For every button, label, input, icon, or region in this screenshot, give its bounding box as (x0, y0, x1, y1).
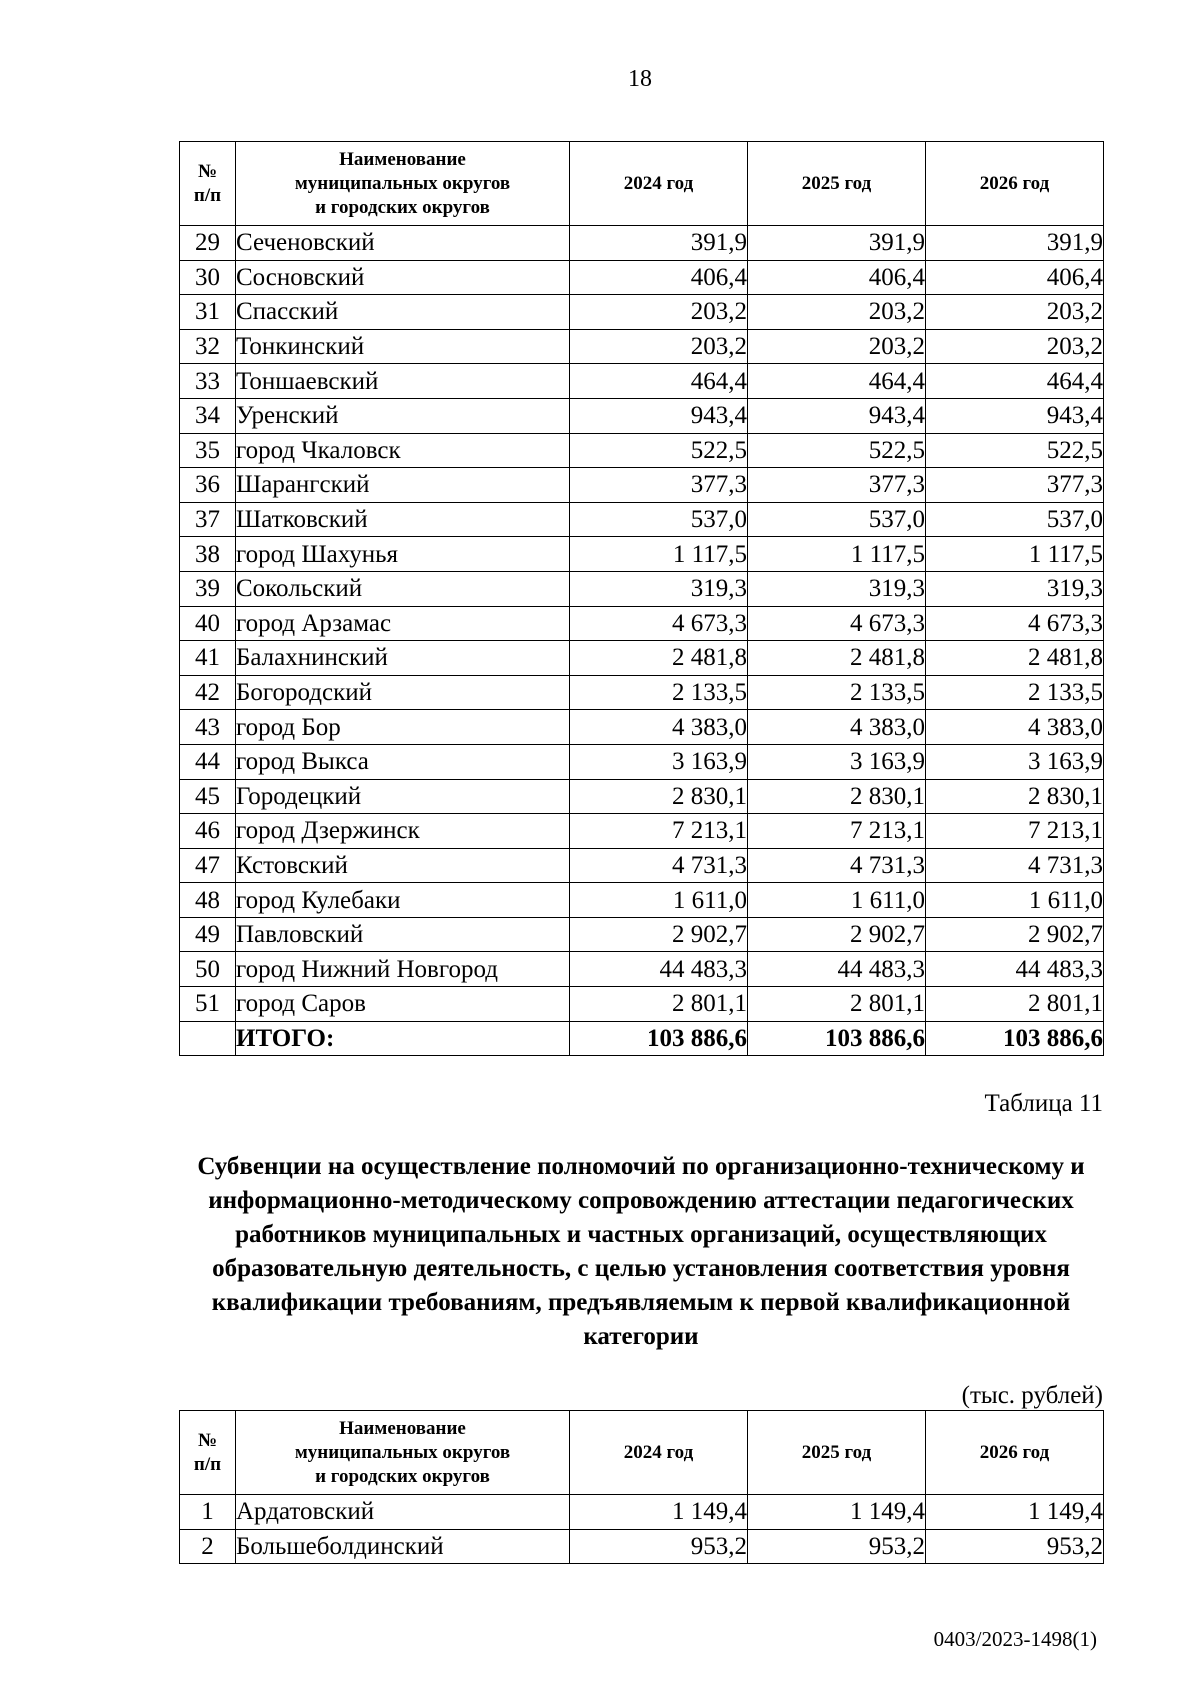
total-2024: 103 886,6 (570, 1021, 748, 1056)
value-2024: 4 383,0 (570, 710, 748, 745)
value-2025: 943,4 (748, 398, 926, 433)
value-2026: 537,0 (926, 502, 1104, 537)
municipality-name: Спасский (236, 295, 570, 330)
table-row (180, 814, 1104, 849)
table-row (180, 917, 1104, 952)
value-2024: 1 149,4 (570, 1495, 748, 1530)
value-2024: 2 830,1 (570, 779, 748, 814)
value-2026: 2 830,1 (926, 779, 1104, 814)
value-2024: 391,9 (570, 226, 748, 261)
value-2024: 203,2 (570, 295, 748, 330)
municipality-name: город Шахунья (236, 537, 570, 572)
value-2025: 391,9 (748, 226, 926, 261)
municipality-name: Шатковский (236, 502, 570, 537)
header-year-2026: 2026 год (926, 142, 1104, 226)
municipality-name: Богородский (236, 675, 570, 710)
value-2026: 953,2 (926, 1529, 1104, 1564)
row-number: 2 (180, 1529, 236, 1564)
municipality-name: Ардатовский (236, 1495, 570, 1530)
value-2025: 2 133,5 (748, 675, 926, 710)
value-2026: 2 481,8 (926, 641, 1104, 676)
table-row (180, 779, 1104, 814)
row-number: 38 (180, 537, 236, 572)
value-2024: 377,3 (570, 468, 748, 503)
row-number: 1 (180, 1495, 236, 1530)
municipality-name: Уренский (236, 398, 570, 433)
value-2024: 2 133,5 (570, 675, 748, 710)
table-row (180, 744, 1104, 779)
value-2025: 953,2 (748, 1529, 926, 1564)
value-2026: 406,4 (926, 260, 1104, 295)
row-number: 35 (180, 433, 236, 468)
table-row (180, 606, 1104, 641)
value-2025: 4 673,3 (748, 606, 926, 641)
value-2026: 7 213,1 (926, 814, 1104, 849)
table-row (180, 710, 1104, 745)
value-2026: 377,3 (926, 468, 1104, 503)
value-2024: 1 117,5 (570, 537, 748, 572)
municipality-name: Сеченовский (236, 226, 570, 261)
value-2026: 4 383,0 (926, 710, 1104, 745)
row-number: 44 (180, 744, 236, 779)
municipality-name: Павловский (236, 917, 570, 952)
value-2024: 953,2 (570, 1529, 748, 1564)
value-2026: 2 133,5 (926, 675, 1104, 710)
value-2026: 1 611,0 (926, 883, 1104, 918)
value-2026: 391,9 (926, 226, 1104, 261)
value-2026: 1 117,5 (926, 537, 1104, 572)
value-2026: 44 483,3 (926, 952, 1104, 987)
municipality-name: город Нижний Новгород (236, 952, 570, 987)
table-row (180, 1529, 1104, 1564)
municipality-name: город Кулебаки (236, 883, 570, 918)
value-2026: 4 673,3 (926, 606, 1104, 641)
municipality-name: Балахнинский (236, 641, 570, 676)
total-2026: 103 886,6 (926, 1021, 1104, 1056)
value-2025: 522,5 (748, 433, 926, 468)
value-2024: 3 163,9 (570, 744, 748, 779)
municipality-name: Тоншаевский (236, 364, 570, 399)
municipality-name: город Дзержинск (236, 814, 570, 849)
row-number: 33 (180, 364, 236, 399)
value-2024: 464,4 (570, 364, 748, 399)
municipality-name: Кстовский (236, 848, 570, 883)
value-2025: 2 902,7 (748, 917, 926, 952)
value-2026: 319,3 (926, 571, 1104, 606)
value-2024: 7 213,1 (570, 814, 748, 849)
value-2026: 2 801,1 (926, 987, 1104, 1022)
value-2024: 44 483,3 (570, 952, 748, 987)
row-number: 30 (180, 260, 236, 295)
row-number: 47 (180, 848, 236, 883)
value-2024: 943,4 (570, 398, 748, 433)
value-2025: 464,4 (748, 364, 926, 399)
table-row (180, 433, 1104, 468)
header-row-number: № п/п (180, 142, 236, 226)
value-2026: 943,4 (926, 398, 1104, 433)
value-2025: 203,2 (748, 329, 926, 364)
value-2024: 4 673,3 (570, 606, 748, 641)
value-2024: 537,0 (570, 502, 748, 537)
value-2024: 2 801,1 (570, 987, 748, 1022)
table-row (180, 883, 1104, 918)
value-2024: 4 731,3 (570, 848, 748, 883)
table-row (180, 329, 1104, 364)
row-number: 31 (180, 295, 236, 330)
row-number: 42 (180, 675, 236, 710)
table-row (180, 571, 1104, 606)
value-2025: 377,3 (748, 468, 926, 503)
table-row (180, 398, 1104, 433)
header-row-number: № п/п (180, 1411, 236, 1495)
total-row-number (180, 1021, 236, 1056)
municipality-name: город Саров (236, 987, 570, 1022)
value-2026: 522,5 (926, 433, 1104, 468)
header-municipality-name: Наименование муниципальных округов и городских округов (236, 1411, 570, 1495)
row-number: 50 (180, 952, 236, 987)
value-2026: 464,4 (926, 364, 1104, 399)
total-row (180, 1021, 1104, 1056)
row-number: 51 (180, 987, 236, 1022)
value-2025: 4 383,0 (748, 710, 926, 745)
municipality-name: Большеболдинский (236, 1529, 570, 1564)
value-2025: 537,0 (748, 502, 926, 537)
value-2026: 4 731,3 (926, 848, 1104, 883)
page-number: 18 (628, 66, 652, 92)
table-row (180, 1495, 1104, 1530)
allocation-table-11 (179, 1410, 1104, 1564)
row-number: 43 (180, 710, 236, 745)
value-2025: 3 163,9 (748, 744, 926, 779)
row-number: 36 (180, 468, 236, 503)
value-2025: 2 830,1 (748, 779, 926, 814)
table-row (180, 641, 1104, 676)
row-number: 48 (180, 883, 236, 918)
row-number: 49 (180, 917, 236, 952)
row-number: 32 (180, 329, 236, 364)
header-year-2025: 2025 год (748, 142, 926, 226)
row-number: 34 (180, 398, 236, 433)
value-2026: 203,2 (926, 329, 1104, 364)
municipality-name: Сосновский (236, 260, 570, 295)
value-2024: 319,3 (570, 571, 748, 606)
municipality-name: город Бор (236, 710, 570, 745)
table-row (180, 537, 1104, 572)
document-id: 0403/2023-1498(1) (933, 1627, 1097, 1651)
value-2024: 1 611,0 (570, 883, 748, 918)
table-row (180, 675, 1104, 710)
row-number: 37 (180, 502, 236, 537)
table-row (180, 952, 1104, 987)
row-number: 41 (180, 641, 236, 676)
total-2025: 103 886,6 (748, 1021, 926, 1056)
table-row (180, 226, 1104, 261)
value-2024: 2 481,8 (570, 641, 748, 676)
table-row (180, 260, 1104, 295)
row-number: 39 (180, 571, 236, 606)
value-2024: 522,5 (570, 433, 748, 468)
value-2024: 203,2 (570, 329, 748, 364)
header-year-2026: 2026 год (926, 1411, 1104, 1495)
value-2025: 1 611,0 (748, 883, 926, 918)
value-2025: 7 213,1 (748, 814, 926, 849)
table-row (180, 502, 1104, 537)
value-2025: 1 149,4 (748, 1495, 926, 1530)
row-number: 40 (180, 606, 236, 641)
table-row (180, 364, 1104, 399)
value-2025: 203,2 (748, 295, 926, 330)
value-2025: 1 117,5 (748, 537, 926, 572)
header-year-2024: 2024 год (570, 1411, 748, 1495)
subsidy-title: Субвенции на осуществление полномочий по организационно-техническому и информационно-методическому сопровождению аттестации педагогических работников муниципальных и частных организаций, осуществляющих образовательную деятельность, с целью установления соответствия уровня квалификации требованиям, предъявляемым к первой квалификационной категории (197, 1153, 1085, 1350)
value-2025: 2 801,1 (748, 987, 926, 1022)
value-2026: 3 163,9 (926, 744, 1104, 779)
municipality-name: Городецкий (236, 779, 570, 814)
value-2024: 2 902,7 (570, 917, 748, 952)
municipality-name: город Чкаловск (236, 433, 570, 468)
row-number: 45 (180, 779, 236, 814)
municipality-name: Сокольский (236, 571, 570, 606)
table-row (180, 468, 1104, 503)
table-caption: Таблица 11 (984, 1090, 1103, 1117)
value-2025: 319,3 (748, 571, 926, 606)
table-row (180, 295, 1104, 330)
total-label: ИТОГО: (236, 1021, 570, 1056)
table-row (180, 987, 1104, 1022)
header-year-2025: 2025 год (748, 1411, 926, 1495)
value-2026: 2 902,7 (926, 917, 1104, 952)
value-2025: 44 483,3 (748, 952, 926, 987)
header-year-2024: 2024 год (570, 142, 748, 226)
table-row (180, 848, 1104, 883)
municipality-name: город Арзамас (236, 606, 570, 641)
value-2025: 4 731,3 (748, 848, 926, 883)
allocation-table-continued (179, 141, 1104, 1056)
row-number: 46 (180, 814, 236, 849)
municipality-name: город Выкса (236, 744, 570, 779)
units-label: (тыс. рублей) (961, 1382, 1103, 1409)
value-2025: 2 481,8 (748, 641, 926, 676)
row-number: 29 (180, 226, 236, 261)
municipality-name: Тонкинский (236, 329, 570, 364)
value-2025: 406,4 (748, 260, 926, 295)
value-2026: 1 149,4 (926, 1495, 1104, 1530)
value-2024: 406,4 (570, 260, 748, 295)
value-2026: 203,2 (926, 295, 1104, 330)
header-municipality-name: Наименование муниципальных округов и городских округов (236, 142, 570, 226)
municipality-name: Шарангский (236, 468, 570, 503)
